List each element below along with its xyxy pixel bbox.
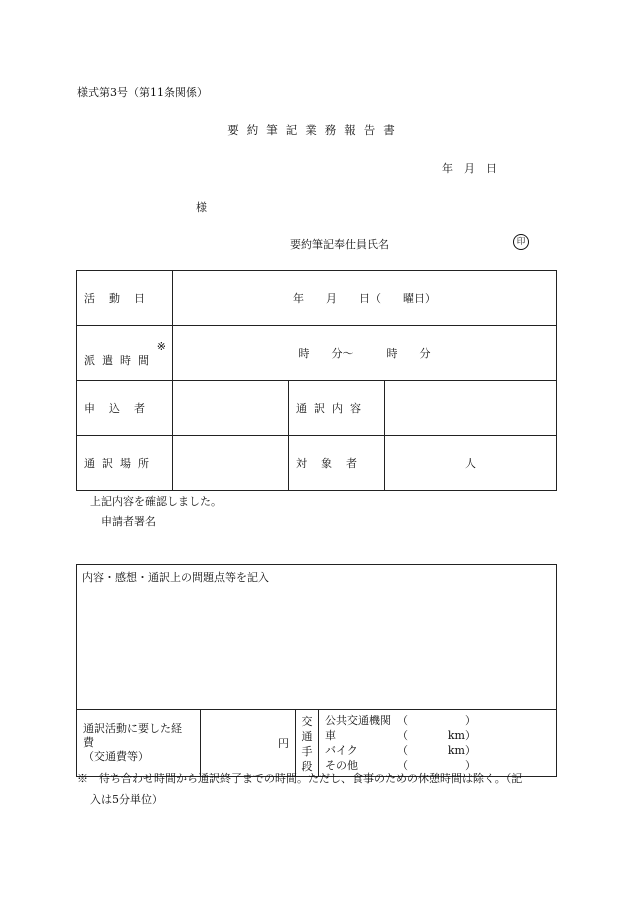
content-field[interactable] bbox=[385, 381, 557, 436]
transport-label-char: 手 bbox=[301, 745, 313, 758]
table-row bbox=[77, 326, 557, 381]
remarks-label: 内容・感想・通訳上の問題点等を記入 bbox=[82, 571, 269, 584]
transport-mode-name: 車 bbox=[325, 729, 336, 742]
report-date: 年 月 日 bbox=[442, 162, 497, 175]
footnote-line: 入は5分単位） bbox=[90, 793, 163, 806]
page-title: 要約筆記業務報告書 bbox=[227, 123, 403, 137]
seal-mark: 印 bbox=[513, 234, 529, 250]
transport-modes-cell bbox=[319, 710, 557, 777]
transport-mode-public[interactable] bbox=[325, 713, 550, 728]
transport-label-char: 交 bbox=[301, 715, 313, 728]
cost-label-line: 通訳活動に要した経 bbox=[83, 722, 182, 735]
confirmation-text: 上記内容を確認しました。 bbox=[90, 495, 222, 508]
open-paren: （ bbox=[397, 744, 408, 757]
close-paren: ） bbox=[465, 714, 476, 727]
unit-close bbox=[448, 743, 476, 758]
table-row bbox=[77, 710, 557, 777]
target-count-field[interactable]: 人 bbox=[385, 436, 557, 491]
report-table bbox=[76, 564, 557, 777]
applicant-label-cell bbox=[77, 381, 173, 436]
activity-date-field[interactable]: 年 月 日（ 曜日） bbox=[173, 271, 557, 326]
dispatch-note-mark: ※ bbox=[156, 340, 166, 353]
cost-label-cell bbox=[77, 710, 201, 777]
activity-table bbox=[76, 270, 557, 491]
addressee-suffix: 様 bbox=[196, 201, 207, 214]
remarks-field[interactable] bbox=[77, 565, 557, 710]
open-paren: （ bbox=[397, 759, 408, 772]
transport-mode-name: 公共交通機関 bbox=[325, 714, 391, 727]
signer-label: 申請者署名 bbox=[101, 515, 156, 528]
dispatch-time-label-cell bbox=[77, 326, 173, 381]
content-label: 通訳内容 bbox=[296, 402, 368, 415]
close-paren: ） bbox=[465, 729, 476, 742]
cost-label-line: （交通費等） bbox=[83, 750, 149, 763]
transport-mode-name: バイク bbox=[325, 744, 358, 757]
unit-label: km bbox=[447, 744, 465, 757]
applicant-field[interactable] bbox=[173, 381, 289, 436]
transport-mode-motorbike[interactable] bbox=[325, 743, 550, 758]
transport-mode-entry[interactable] bbox=[397, 728, 550, 743]
activity-date-label-cell bbox=[77, 271, 173, 326]
open-paren: （ bbox=[397, 714, 408, 727]
dispatch-time-label: 派遣時間 bbox=[84, 354, 156, 367]
table-row bbox=[77, 381, 557, 436]
table-row bbox=[77, 271, 557, 326]
table-row bbox=[77, 565, 557, 710]
form-number: 様式第3号（第11条関係） bbox=[77, 86, 208, 99]
footnote-line: ※ 待ち合わせ時間から通訳終了までの時間。ただし、食事のための休憩時間は除く。（記 bbox=[77, 772, 523, 785]
dispatch-time-field[interactable]: 時 分～ 時 分 bbox=[173, 326, 557, 381]
volunteer-name-label: 要約筆記奉仕員氏名 bbox=[290, 238, 389, 251]
transport-mode-entry[interactable] bbox=[397, 713, 550, 728]
transport-label-cell bbox=[296, 710, 319, 777]
activity-date-label: 活動日 bbox=[84, 292, 159, 305]
place-label-cell bbox=[77, 436, 173, 491]
transport-mode-car[interactable] bbox=[325, 728, 550, 743]
unit-close bbox=[465, 713, 476, 728]
place-field[interactable] bbox=[173, 436, 289, 491]
close-paren: ） bbox=[465, 744, 476, 757]
open-paren: （ bbox=[397, 729, 408, 742]
transport-mode-entry[interactable] bbox=[397, 743, 550, 758]
unit-label: km bbox=[447, 729, 465, 742]
target-label-cell bbox=[289, 436, 385, 491]
transport-label-char: 通 bbox=[301, 730, 313, 743]
table-row bbox=[77, 436, 557, 491]
close-paren: ） bbox=[465, 759, 476, 772]
place-label: 通訳場所 bbox=[84, 457, 156, 470]
target-label: 対象者 bbox=[296, 457, 371, 470]
applicant-label: 申込者 bbox=[84, 402, 159, 415]
transport-label-char: 段 bbox=[301, 760, 313, 773]
content-label-cell bbox=[289, 381, 385, 436]
yen-unit: 円 bbox=[278, 737, 289, 750]
transport-mode-name: その他 bbox=[325, 759, 358, 772]
cost-label-line: 費 bbox=[83, 736, 94, 749]
cost-field[interactable] bbox=[201, 710, 296, 777]
unit-close bbox=[448, 728, 476, 743]
